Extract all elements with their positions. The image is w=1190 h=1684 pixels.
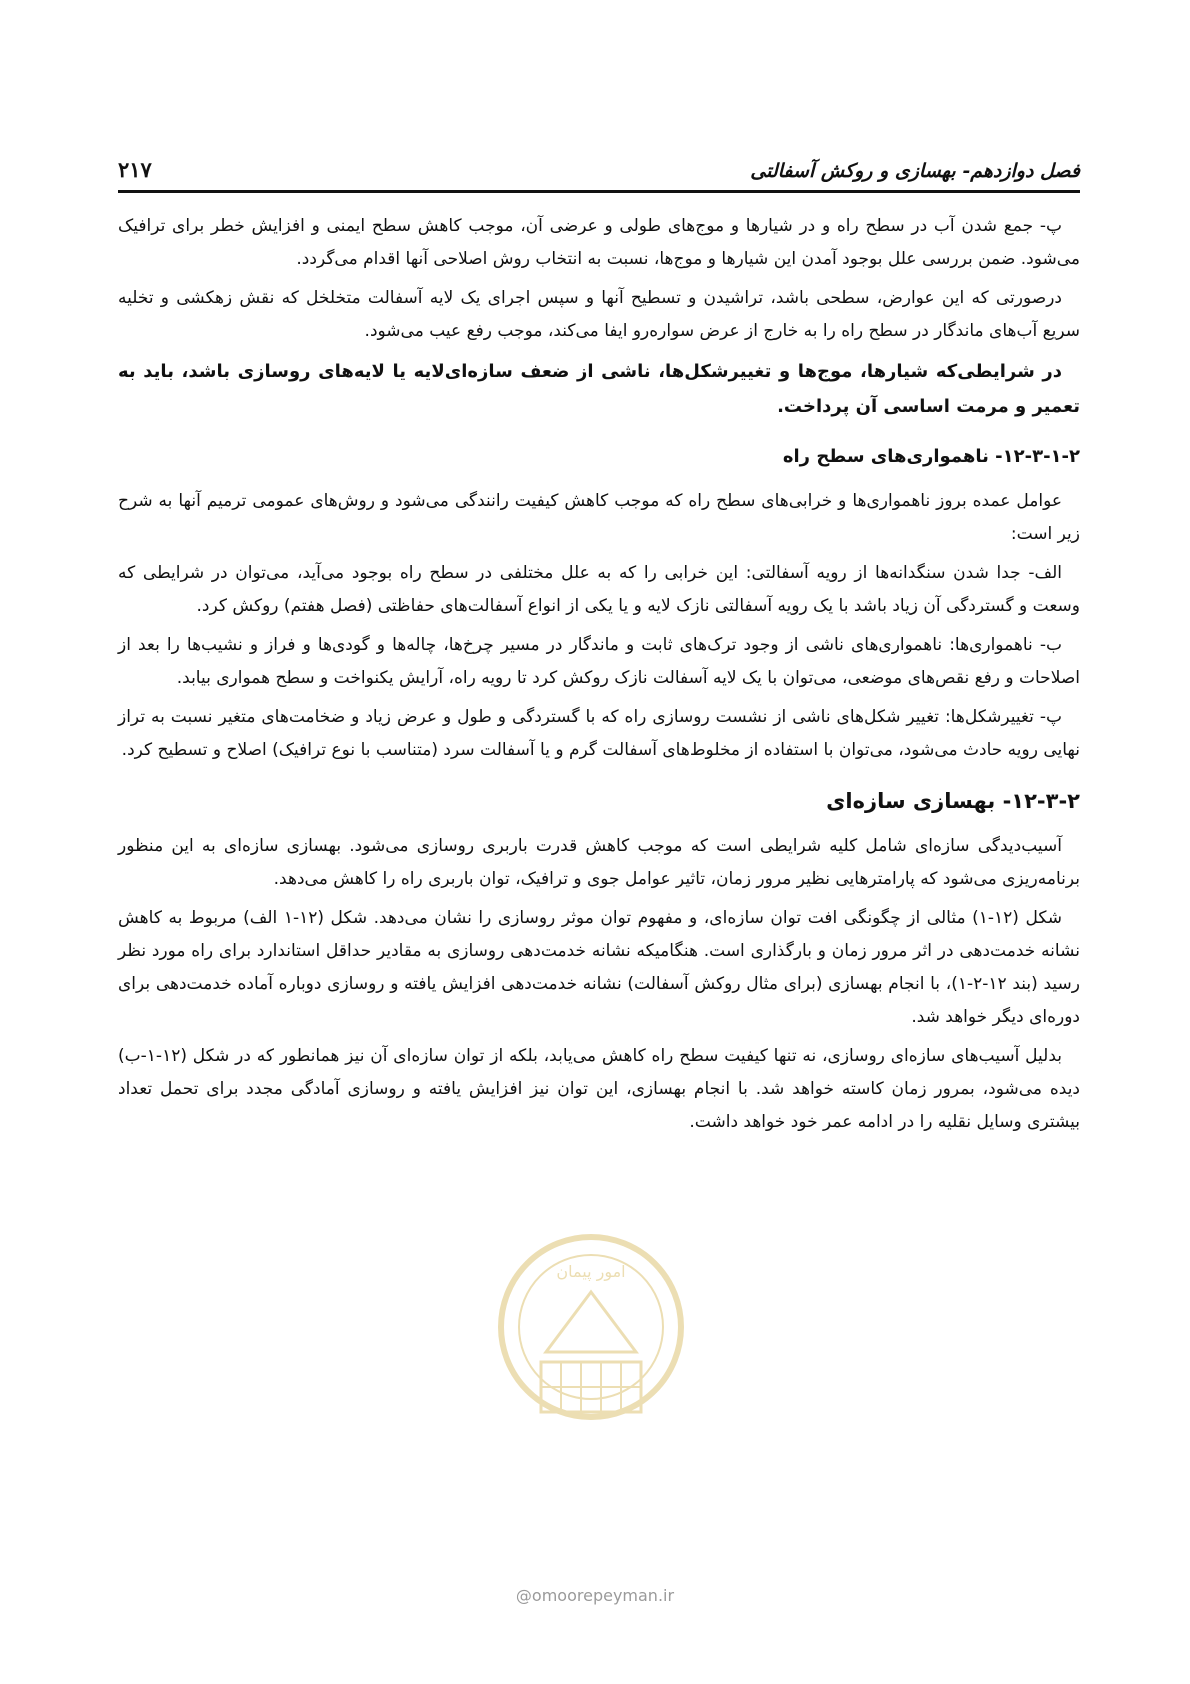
paragraph: شکل (۱۲-۱) مثالی از چگونگی افت توان سازه‌ای، و مفهوم توان موثر روسازی را نشان می‌دهد. شکل (۱۲-۱ الف) مربوط به کاهش نشانه خدمت‌دهی در اثر مرور زمان و بارگذاری است. هنگامیکه نشانه خدمت‌دهی روسازی به مقادیر حداقل استاندارد برای راه مورد نظر رسید (بند ۱۲-۲-۱)، با انجام بهسازی (برای مثال روکش آسفالت) نشانه خدمت‌دهی افزایش یافته و روسازی دوباره آماده خدمت‌دهی برای دوره‌ای دیگر خواهد شد. [118, 908, 1081, 1027]
page-body [118, 210, 1080, 1145]
watermark-site-text: @omoorepeyman.ir [515, 1586, 675, 1605]
paragraph: عوامل عمده بروز ناهمواری‌ها و خرابی‌های سطح راه که موجب کاهش کیفیت رانندگی می‌شود و روش‌های عمومی ترمیم آنها به شرح زیر است: [118, 491, 1080, 544]
paragraph: پ- تغییرشکل‌ها: تغییر شکل‌های ناشی از نشست روسازی راه که با گستردگی و طول و عرض زیاد و ضخامت‌های متغیر نسبت به تراز نهایی رویه حادث می‌شود، می‌توان با استفاده از مخلوط‌های آسفالت گرم و یا آسفالت سرد (متناسب با نوع ترافیک) اصلاح و تسطیح کرد. [118, 707, 1080, 760]
paragraph: بدلیل آسیب‌های سازه‌ای روسازی، نه تنها کیفیت سطح راه کاهش می‌یابد، بلکه از توان سازه‌ای آن نیز همانطور که در شکل (۱۲-۱-ب) دیده می‌شود، بمرور زمان کاسته خواهد شد. با انجام بهسازی، این توان نیز افزایش یافته و روسازی آمادگی مجدد برای تحمل تعداد بیشتری وسایل نقلیه را در ادامه عمر خود خواهد داشت. [118, 1046, 1080, 1132]
watermark-seal-icon [486, 1232, 696, 1482]
paragraph: الف- جدا شدن سنگدانه‌ها از رویه آسفالتی: این خرابی را که به علل مختلفی در سطح راه بوجود می‌آید، می‌توان در شرایطی که وسعت و گستردگی آن زیاد باشد با یک رویه آسفالتی نازک لایه و یا یکی از انواع آسفالت‌های حفاظتی (فصل هفتم) روکش کرد. [118, 563, 1080, 616]
bold-paragraph: در شرایطی‌که شیارها، موج‌ها و تغییرشکل‌ها، ناشی از ضعف سازه‌ای‌لایه یا لایه‌های روسازی باشد، باید به تعمیر و مرمت اساسی آن پرداخت. [118, 361, 1080, 417]
section-heading: ۱۲-۳-۱-۲- ناهمواری‌های سطح راه [782, 446, 1080, 467]
page-header [118, 142, 1080, 193]
page-number: ۲۱۷ [118, 157, 152, 182]
section-heading: ۱۲-۳-۲- بهسازی سازه‌ای [826, 789, 1080, 813]
paragraph: پ- جمع شدن آب در سطح راه و در شیارها و موج‌های طولی و عرضی آن، موجب کاهش سطح ایمنی و افزایش خطر برای ترافیک می‌شود. ضمن بررسی علل بوجود آمدن این شیارها و موج‌ها، نسبت به انتخاب روش اصلاحی آنها اقدام می‌گردد. [118, 216, 1080, 269]
paragraph: درصورتی که این عوارض، سطحی باشد، تراشیدن و تسطیح آنها و سپس اجرای یک لایه آسفالت متخلخل که نقش زهکشی و تخلیه سریع آب‌های ماندگار در سطح راه را به خارج از عرض سواره‌رو ایفا می‌کند، موجب رفع عیب می‌شود. [118, 288, 1080, 341]
watermark-seal-text: امور پیمان [556, 1262, 626, 1281]
paragraph: آسیب‌دیدگی سازه‌ای شامل کلیه شرایطی است که موجب کاهش قدرت باربری روسازی می‌شود. بهسازی سازه‌ای به این منظور برنامه‌ریزی می‌شود که پارامترهایی نظیر مرور زمان، تاثیر عوامل جوی و ترافیک، توان باربری راه را کاهش می‌دهد. [118, 836, 1080, 889]
chapter-title: فصل دوازدهم- بهسازی و روکش آسفالتی [750, 160, 1080, 182]
paragraph: ب- ناهمواری‌ها: ناهمواری‌های ناشی از وجود ترک‌های ثابت و ماندگار در مسیر چرخ‌ها، چاله‌ها و گودی‌ها و فراز و نشیب‌ها را بعد از اصلاحات و رفع نقص‌های موضعی، می‌توان با یک لایه آسفالت نازک روکش کرد تا رویه راه، آرایش یکنواخت و سطح همواری بیابد. [118, 635, 1080, 688]
